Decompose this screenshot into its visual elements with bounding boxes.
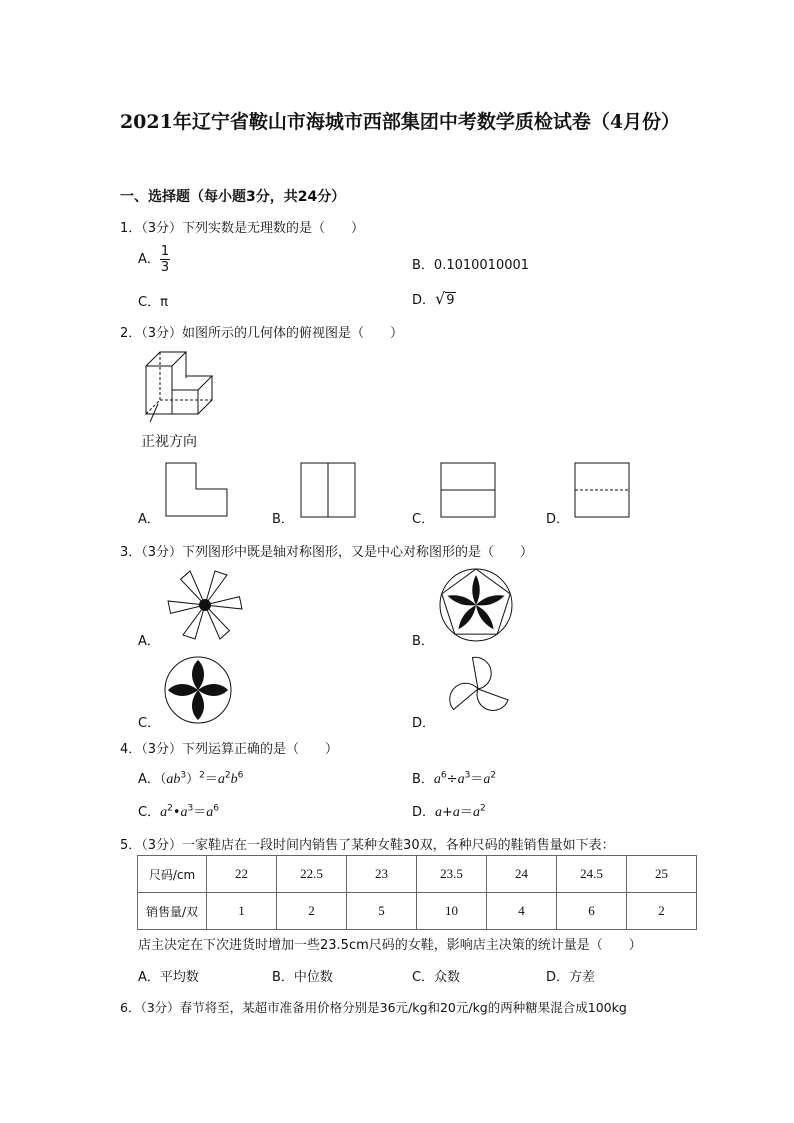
table-cell: 25 [627, 856, 697, 893]
q3-option-b-label: B． [412, 634, 434, 649]
question-2-stem: 2．（3分）如图所示的几何体的俯视图是（ ） [120, 326, 404, 341]
table-cell: 22.5 [277, 856, 347, 893]
q1-option-a [138, 244, 170, 275]
question-1-stem: 1．（3分）下列实数是无理数的是（ ） [120, 221, 365, 236]
table-header-cell: 销售量/双 [138, 893, 207, 930]
question-4-stem: 4．（3分）下列运算正确的是（ ） [120, 742, 339, 757]
q3-option-a-pinwheel-figure [163, 568, 247, 642]
q4-option-c-label: C． [138, 805, 161, 820]
table-cell: 10 [417, 893, 487, 930]
q2-option-a-figure [165, 462, 229, 518]
q1-option-a-label: A． [138, 252, 160, 267]
table-cell: 23 [347, 856, 417, 893]
fraction-denominator: 3 [160, 260, 170, 275]
table-cell: 4 [487, 893, 557, 930]
table-cell: 5 [347, 893, 417, 930]
q2-option-d-figure [574, 462, 630, 518]
table-cell: 24.5 [557, 856, 627, 893]
q1-option-d-label: D． [412, 293, 436, 308]
q2-option-a-label: A． [138, 512, 160, 527]
fraction [160, 244, 170, 275]
table-cell: 1 [207, 893, 277, 930]
q3-option-c-label: C． [138, 716, 161, 731]
table-row [138, 856, 697, 893]
q2-option-b-figure [300, 462, 356, 518]
table-row [138, 893, 697, 930]
question-3-stem: 3．（3分）下列图形中既是轴对称图形，又是中心对称图形的是（ ） [120, 545, 534, 560]
question-6-stem: 6．（3分）春节将至，某超市准备用价格分别是36元/kg和20元/kg的两种糖果混合成100kg [120, 1000, 627, 1015]
q1-option-b: B．0.1010010001 [412, 258, 530, 273]
q3-option-d-label: D． [412, 716, 436, 731]
table-cell: 23.5 [417, 856, 487, 893]
q4-option-b-label: B． [412, 772, 434, 787]
q2-option-c-figure [440, 462, 496, 518]
q1-option-c: C．π [138, 295, 168, 310]
table-cell: 22 [207, 856, 277, 893]
q3-option-c-flower-figure [163, 655, 233, 725]
q5-option-c: C．众数 [412, 970, 461, 985]
sqrt-sign: √ [435, 289, 446, 308]
sqrt-radicand: 9 [446, 293, 455, 308]
q5-option-b: B．中位数 [272, 970, 333, 985]
q4-option-a: A．$(ab^3)^2=a^2b^6$ [138, 770, 244, 787]
question-5-stem: 5．（3分）一家鞋店在一段时间内销售了某种女鞋30双，各种尺码的鞋销售量如下表： [120, 838, 615, 853]
q4-option-d-label: D． [412, 805, 436, 820]
shoe-sales-table [137, 855, 697, 930]
fraction-numerator: 1 [160, 244, 170, 259]
q2-option-b-label: B． [272, 512, 294, 527]
q2-option-c-label: C． [412, 512, 435, 527]
section-heading: 一、选择题（每小题3分，共24分） [120, 189, 346, 205]
table-cell: 24 [487, 856, 557, 893]
table-cell: 6 [557, 893, 627, 930]
q4-option-b: B．$a^6\div a^3=a^2$ [412, 770, 497, 787]
q5-option-a: A．平均数 [138, 970, 199, 985]
page-title: 2021年辽宁省鞍山市海城市西部集团中考数学质检试卷（4月份） [119, 111, 681, 133]
q2-solid-figure [136, 348, 226, 418]
q2-view-direction-caption: 正视方向 [141, 434, 197, 450]
q5-followup-text: 店主决定在下次进货时增加一些23.5cm尺码的女鞋，影响店主决策的统计量是（ ） [138, 938, 642, 953]
q3-option-b-star-figure [438, 567, 514, 643]
q2-option-d-label: D． [546, 512, 570, 527]
table-header-cell: 尺码/cm [138, 856, 207, 893]
q3-option-a-label: A． [138, 634, 160, 649]
q4-option-d: D．$a+a=a^2$ [412, 803, 486, 820]
table-cell: 2 [277, 893, 347, 930]
q5-option-d: D．方差 [546, 970, 596, 985]
q3-option-d-three-blade-figure [440, 652, 516, 726]
q4-option-a-label: A． [138, 772, 160, 787]
q1-option-d [412, 289, 456, 308]
table-cell: 2 [627, 893, 697, 930]
q4-option-c: C．$a^2•a^3=a^6$ [138, 803, 219, 820]
